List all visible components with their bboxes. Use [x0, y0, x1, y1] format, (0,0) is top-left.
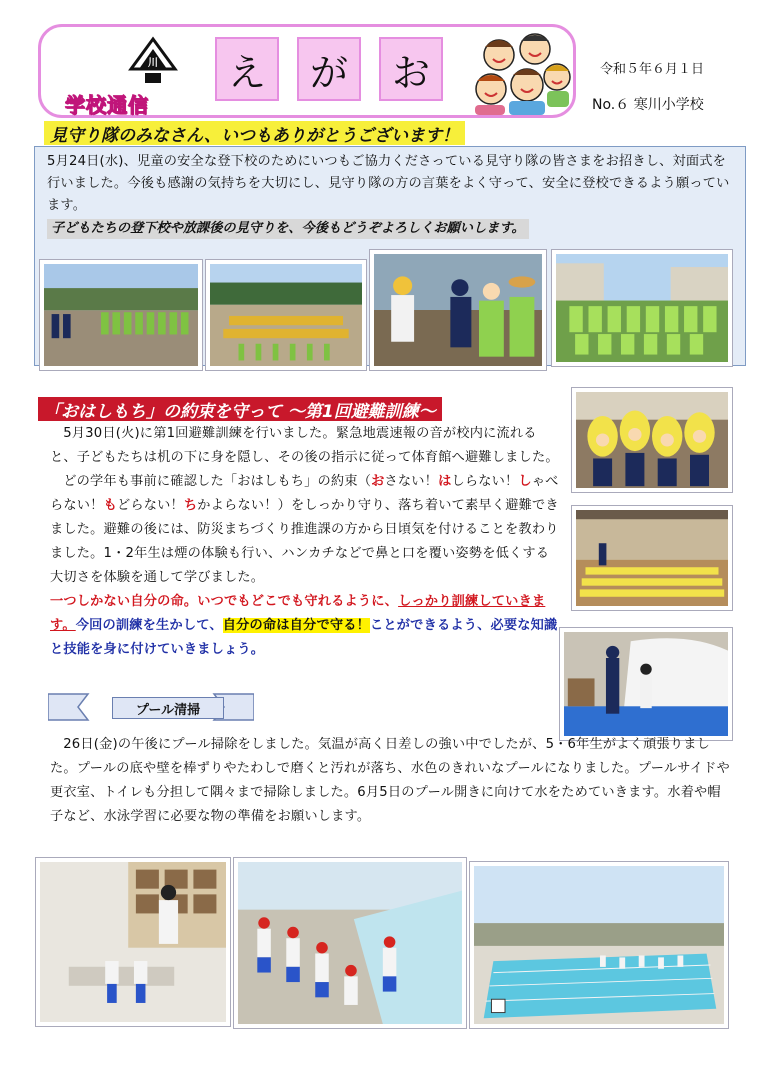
pool-overview-photo	[470, 862, 728, 1028]
promise-rest-o: さない！	[384, 474, 439, 489]
promise-rest-ha: しらない！	[451, 474, 519, 489]
group-photo	[552, 250, 732, 366]
section2-headline: 「おはしもち」の約束を守って ～第1回避難訓練～	[38, 397, 442, 421]
masthead	[38, 24, 576, 118]
closing-highlight-1: 自分の命は自分で	[222, 618, 330, 633]
svg-text:川: 川	[148, 58, 158, 69]
promise-rest-chi: かよらない！	[197, 498, 278, 513]
locker-cleaning-photo	[36, 858, 230, 1026]
gym-evacuation-photo	[572, 506, 732, 610]
section1-body-text: 5月24日(水)、児童の安全な登下校のためにいつもご協力くださっている見守り隊の皆さまをお招きし、対面式を行いました。今後も感謝の気持ちを大切にし、見守り隊の方の言葉をよく守って、安全に登校できるよう願っています。	[47, 154, 730, 213]
promise-tail: ）をしっかり守り、落ち着いて素早く避難できました。避難の後には、防災まちづくり推進課の方から日頃気を付けることを教わりました。1・2年生は煙の体験も行い、ハンカチなどで鼻と口を覆い姿勢を低くする大切さを体験を通して学びました。	[50, 498, 559, 585]
pool-cleaning-label: プール清掃	[112, 697, 224, 719]
school-emblem-icon	[103, 35, 203, 95]
promise-key-o: お	[371, 474, 385, 489]
greeting-volunteers-photo	[370, 250, 546, 370]
section2-paragraph-1	[50, 422, 562, 470]
section3-paragraph	[50, 733, 730, 829]
section2-body	[50, 422, 562, 662]
closing-line-2: ことができるよう、必要な知識と技能を身に付けていきましょう。	[50, 618, 558, 657]
ceremony-field-photo	[206, 260, 366, 370]
title-char-1: え	[215, 37, 279, 101]
promise-rest-mo: どらない！	[116, 498, 184, 513]
section3-body-text: 26日(金)の午後にプール掃除をしました。気温が高く日差しの強い中でしたが、5・6年生がよく頑張りました。プールの底や壁を棒ずりやたわしで磨くと汚れが落ち、水色のきれいなプールになりました。プールサイドや更衣室、トイレも分担して隅々まで掃除しました。6月5日のプール開きに向けて水をためていきます。水着や帽子など、水泳学習に必要な物の準備をお願いします。	[50, 737, 730, 824]
promise-key-chi: ち	[183, 498, 198, 513]
issue-date: 令和５年６月１日	[600, 62, 705, 77]
drill-hoods-photo	[572, 388, 732, 492]
promise-key-ha: は	[438, 474, 452, 489]
section2-paragraph-3	[50, 590, 562, 662]
promise-key-shi: し	[518, 474, 532, 489]
school-news-label: 学校通信	[65, 93, 149, 117]
section1-thanks: 子どもたちの登下校や放課後の見守りを、今後もどうぞよろしくお願いします。	[47, 219, 529, 239]
title-char-3: お	[379, 37, 443, 101]
issue-number: No.６ 寒川小学校	[592, 97, 704, 113]
smiling-children-illustration-icon	[469, 31, 575, 117]
promise-head: どの学年も事前に確認した「おはしもち」の約束（	[63, 474, 372, 489]
section1-headline: 見守り隊のみなさん、いつもありがとうございます！	[44, 121, 465, 145]
closing-line-1: 今回の訓練を生かして、	[75, 618, 223, 633]
emphasis-line-1: 一つしかない自分の命。いつでもどこでも守れるように、	[50, 594, 399, 609]
promise-rest-shi: ゃべらない！	[50, 474, 559, 513]
title-char-2: が	[297, 37, 361, 101]
scrubbing-pool-photo	[234, 858, 466, 1028]
section1-body	[47, 151, 737, 217]
smoke-experience-photo	[560, 628, 732, 740]
section2-body-text: 5月30日(火)に第1回避難訓練を行いました。緊急地震速報の音が校内に流れると、子どもたちは机の下に身を隠し、その後の指示に従って体育館へ避難しました。	[50, 426, 559, 465]
section2-paragraph-2	[50, 470, 562, 590]
section3-body	[50, 733, 730, 829]
promise-key-mo: も	[103, 498, 117, 513]
closing-highlight-2: 守る！	[329, 618, 371, 633]
ceremony-lineup-photo	[40, 260, 202, 370]
emphasis-line-2: しっかり訓練していきます。	[50, 594, 546, 633]
